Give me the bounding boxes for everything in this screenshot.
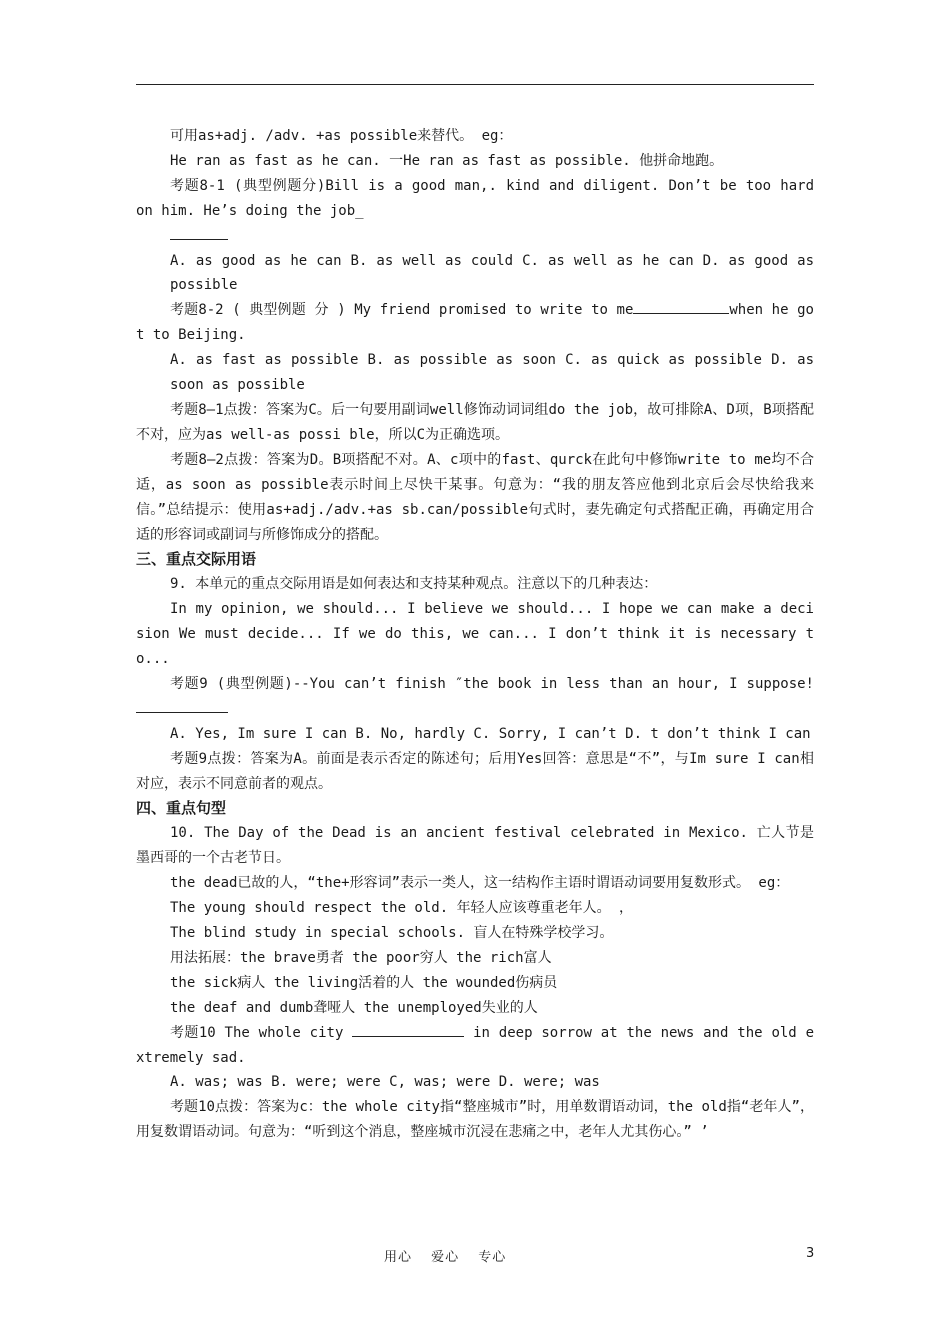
question-8-2-options: A. as fast as possible B. as possible as soon C. as quick as possible D. as soon as possible (170, 352, 814, 394)
text-line: 10. The Day of the Dead is an ancient festival celebrated in Mexico. 亡人节是墨西哥的一个古老节日。 (136, 825, 814, 867)
example-line: 用法拓展：the brave勇者 the poor穷人 the rich富人 (170, 949, 552, 966)
explanation-9: 考题9点拨：答案为A。前面是表示否定的陈述句；后用Yes回答：意思是“不”，与Im sure I can相对应，表示不同意前者的观点。 (136, 750, 814, 792)
explanation-10: 考题10点拨：答案为c：the whole city指“整座城市”时，用单数谓语动词，the old指“老年人”，用复数谓语动词。句意为：“听到这个消息，整座城市沉浸在悲痛之中，老年人尤其伤心。” ’ (136, 1099, 814, 1141)
question-8-1: 考题8-1 (典型例题分)Bill is a good man,. kind and diligent. Don’t be too hard on him. He’s doing the job_ (136, 177, 814, 219)
question-text: when he got to Beijing. (136, 302, 814, 344)
question-text: 考题10 The whole city (170, 1024, 353, 1041)
answer-blank-line (136, 224, 814, 249)
question-9 (136, 672, 814, 722)
answer-blank (136, 698, 228, 713)
question-text: in deep sorrow at the news and the old extremely sad. (136, 1024, 815, 1066)
text-line: He ran as fast as he can. 一He ran as fast as possible. 他拼命地跑。 (170, 152, 724, 169)
page-body (136, 124, 814, 1145)
question-8-2 (136, 298, 814, 348)
example-line: The young should respect the old. 年轻人应该尊重老年人。 ， (170, 900, 634, 917)
example-line: the deaf and dumb聋哑人 the unemployed失业的人 (170, 999, 538, 1016)
text-line: the dead已故的人，“the+形容词”表示一类人，这一结构作主语时谓语动词要用复数形式。 eg： (170, 875, 790, 892)
explanation-8-1: 考题8—1点拨：答案为C。后一句要用副词well修饰动词词组do the job，故可排除A、D项，B项搭配不对，应为as well-as possi ble，所以C为正确选项。 (136, 401, 814, 443)
section-heading: 四、重点句型 (136, 799, 227, 818)
question-9-options: A. Yes, Im sure I can B. No, hardly C. Sorry, I can’t D. t don’t think I can (170, 725, 811, 742)
page-number: 3 (806, 1246, 815, 1261)
section-heading: 三、重点交际用语 (136, 550, 257, 569)
header-rule (136, 84, 814, 85)
answer-blank (352, 1022, 464, 1037)
footer-motto: 用心 爱心 专心 (384, 1250, 507, 1265)
answer-blank (170, 225, 228, 240)
explanation-8-2: 考题8—2点拨：答案为D。B项搭配不对。A、c项中的fast、qurck在此句中修饰write to me均不合适，as soon as possible表示时间上尽快干某事。句意为：“我的朋友答应他到北京后会尽快给我来信。”总结提示：使用as+adj./adv.+as sb.can/possible句式时，妻先确定句式搭配正确，再确定用合适的形容词或副词与所修饰成分的搭配。 (136, 451, 814, 543)
question-text: 考题9 (典型例题)--You can’t finish ″the book in less than an hour, I suppose! (170, 675, 814, 692)
example-line: the sick病人 the living活着的人 the wounded伤病员 (170, 974, 558, 991)
expressions-list: In my opinion, we should... I believe we should... I hope we can make a decision We must decide... If we do this, we can... I don’t think it is necessary to... (136, 601, 814, 668)
text-line: 可用as+adj. /adv. +as possible来替代。 eg： (170, 128, 513, 144)
example-line: The blind study in special schools. 盲人在特殊学校学习。 (170, 925, 614, 941)
text-line: 9. 本单元的重点交际用语是如何表达和支持某种观点。注意以下的几种表达： (170, 576, 658, 593)
question-10-options: A. was; was B. were; were C, was; were D. were; was (170, 1074, 600, 1091)
question-8-1-options: A. as good as he can B. as well as could C. as well as he can D. as good as possible (170, 252, 814, 294)
answer-blank (633, 299, 729, 314)
question-text: 考题8-2 ( 典型例题 分 ) My friend promised to write to me (170, 302, 634, 319)
question-10 (136, 1021, 814, 1071)
